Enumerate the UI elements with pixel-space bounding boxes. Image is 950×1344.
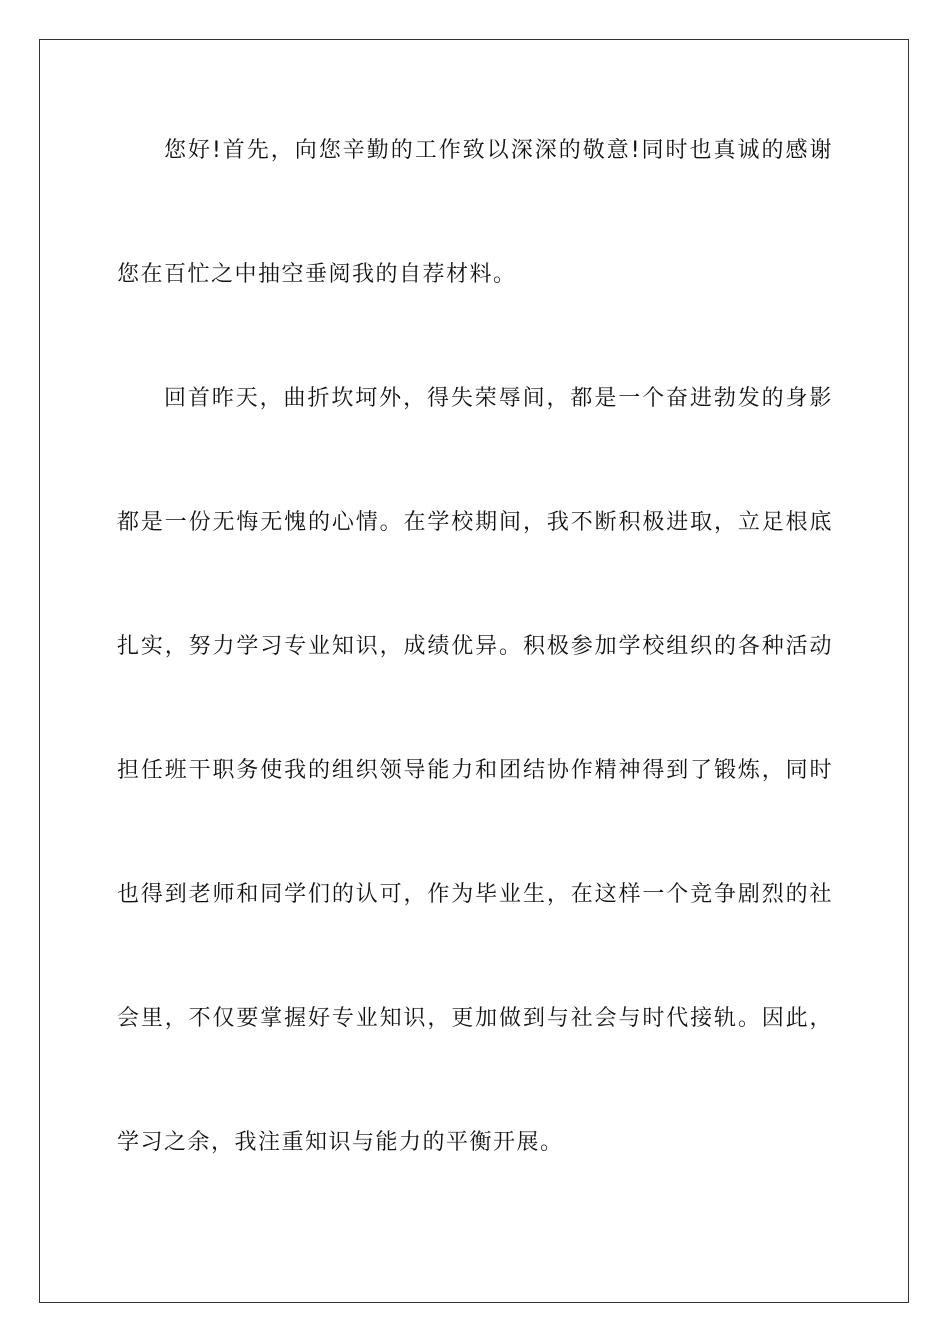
paragraph-2-line-7: 学习之余，我注重知识与能力的平衡开展。 [117,1130,564,1155]
paragraph-2-line-1: 回首昨天，曲折坎坷外，得失荣辱间，都是一个奋进勃发的身影 [164,386,833,411]
paragraph-2-line-4: 担任班干职务使我的组织领导能力和团结协作精神得到了锻炼，同时 [117,758,833,783]
page-border [39,39,909,1303]
paragraph-2-line-3: 扎实，努力学习专业知识，成绩优异。积极参加学校组织的各种活动 [117,634,833,659]
paragraph-2-line-6: 会里，不仅要掌握好专业知识，更加做到与社会与时代接轨。因此， [117,1006,833,1031]
paragraph-2-line-2: 都是一份无悔无愧的心情。在学校期间，我不断积极进取，立足根底 [117,510,833,535]
paragraph-1-line-2: 您在百忙之中抽空垂阅我的自荐材料。 [117,262,517,287]
paragraph-1-line-1: 您好!首先，向您辛勤的工作致以深深的敬意!同时也真诚的感谢 [164,138,833,163]
paragraph-2-line-5: 也得到老师和同学们的认可，作为毕业生，在这样一个竞争剧烈的社 [117,882,833,907]
